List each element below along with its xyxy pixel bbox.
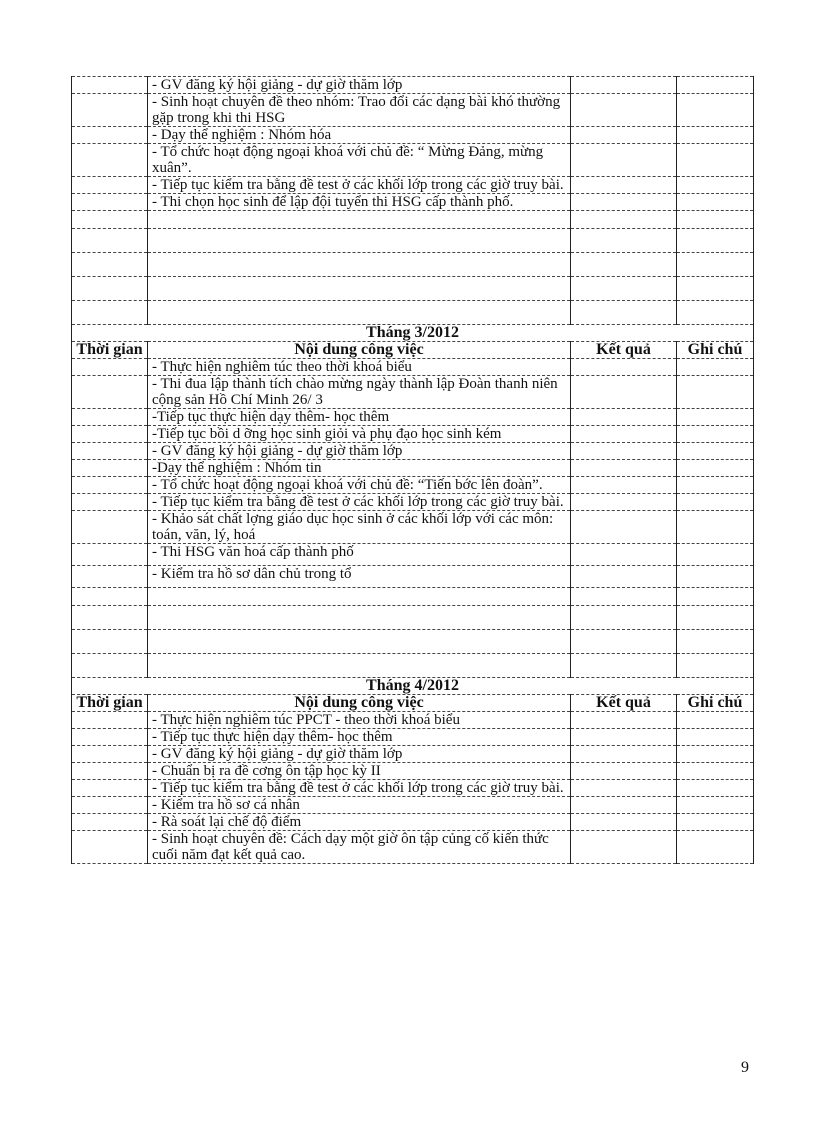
header-note: Ghi chú: [677, 342, 754, 359]
table-row: -Tiếp tục thực hiện dạy thêm- học thêm: [72, 409, 754, 426]
table-row: - Tiếp tục kiểm tra bằng đề test ở các khối lớp trong các giờ truy bài.: [72, 780, 754, 797]
table-row: - Sinh hoạt chuyên đề: Cách dạy một giờ ôn tập củng cố kiến thức cuối năm đạt kết quả cao.: [72, 831, 754, 864]
month-title-april: Tháng 4/2012: [72, 678, 754, 695]
table-row: - Kiểm tra hồ sơ dân chủ trong tổ: [72, 566, 754, 588]
table-row: -Dạy thể nghiệm : Nhóm tin: [72, 460, 754, 477]
header-result: Kết quả: [571, 695, 677, 712]
table-row: - Tiếp tục kiểm tra bằng đề test ở các khối lớp trong các giờ truy bài.: [72, 177, 754, 194]
header-content: Nội dung công việc: [148, 695, 571, 712]
table-row: - Chuẩn bị ra đề cơng ôn tập học kỳ II: [72, 763, 754, 780]
table-row: - Rà soát lại chế độ điểm: [72, 814, 754, 831]
month-title-march: Tháng 3/2012: [72, 325, 754, 342]
table-row: - Sinh hoạt chuyên đề theo nhóm: Trao đổi các dạng bài khó thường gặp trong khi thi HSG: [72, 94, 754, 127]
header-note: Ghi chú: [677, 695, 754, 712]
header-content: Nội dung công việc: [148, 342, 571, 359]
table-row: - Khảo sát chất lợng giáo dục học sinh ở các khối lớp với các môn: toán, văn, lý, hoá: [72, 511, 754, 544]
table-row: - Thực hiện nghiêm túc theo thời khoá biểu: [72, 359, 754, 376]
table-header: [72, 342, 754, 359]
table-row: - Tổ chức hoạt động ngoại khoá với chủ đề: “Tiến bớc lên đoàn”.: [72, 477, 754, 494]
table-row: - Thực hiện nghiêm túc PPCT - theo thời khoá biểu: [72, 712, 754, 729]
header-time: Thời gian: [72, 342, 148, 359]
table-row: - Thi chọn học sinh để lập đội tuyển thi HSG cấp thành phố.: [72, 194, 754, 211]
page-number: 9: [741, 1059, 749, 1076]
table-row: - GV đăng ký hội giảng - dự giờ thăm lớp: [72, 443, 754, 460]
table-row: - Tiếp tục kiểm tra bằng đề test ở các khối lớp trong các giờ truy bài.: [72, 494, 754, 511]
table-row: - Kiểm tra hồ sơ cá nhân: [72, 797, 754, 814]
table-row: - Tiếp tục thực hiện dạy thêm- học thêm: [72, 729, 754, 746]
table-row: - Dạy thể nghiệm : Nhóm hóa: [72, 127, 754, 144]
table-row: - GV đăng ký hội giảng - dự giờ thăm lớp: [72, 746, 754, 763]
work-plan-table: [71, 76, 754, 864]
table-row: -Tiếp tục bồi d ỡng học sinh giỏi và phụ đạo học sinh kém: [72, 426, 754, 443]
header-time: Thời gian: [72, 695, 148, 712]
table-header: [72, 695, 754, 712]
table-row: - GV đăng ký hội giảng - dự giờ thăm lớp: [72, 77, 754, 94]
table-row: - Thi đua lập thành tích chào mừng ngày thành lập Đoàn thanh niên cộng sản Hồ Chí Minh 26/ 3: [72, 376, 754, 409]
header-result: Kết quả: [571, 342, 677, 359]
table-row: - Thi HSG văn hoá cấp thành phố: [72, 544, 754, 566]
table-row: - Tổ chức hoạt động ngoại khoá với chủ đề: “ Mừng Đảng, mừng xuân”.: [72, 144, 754, 177]
